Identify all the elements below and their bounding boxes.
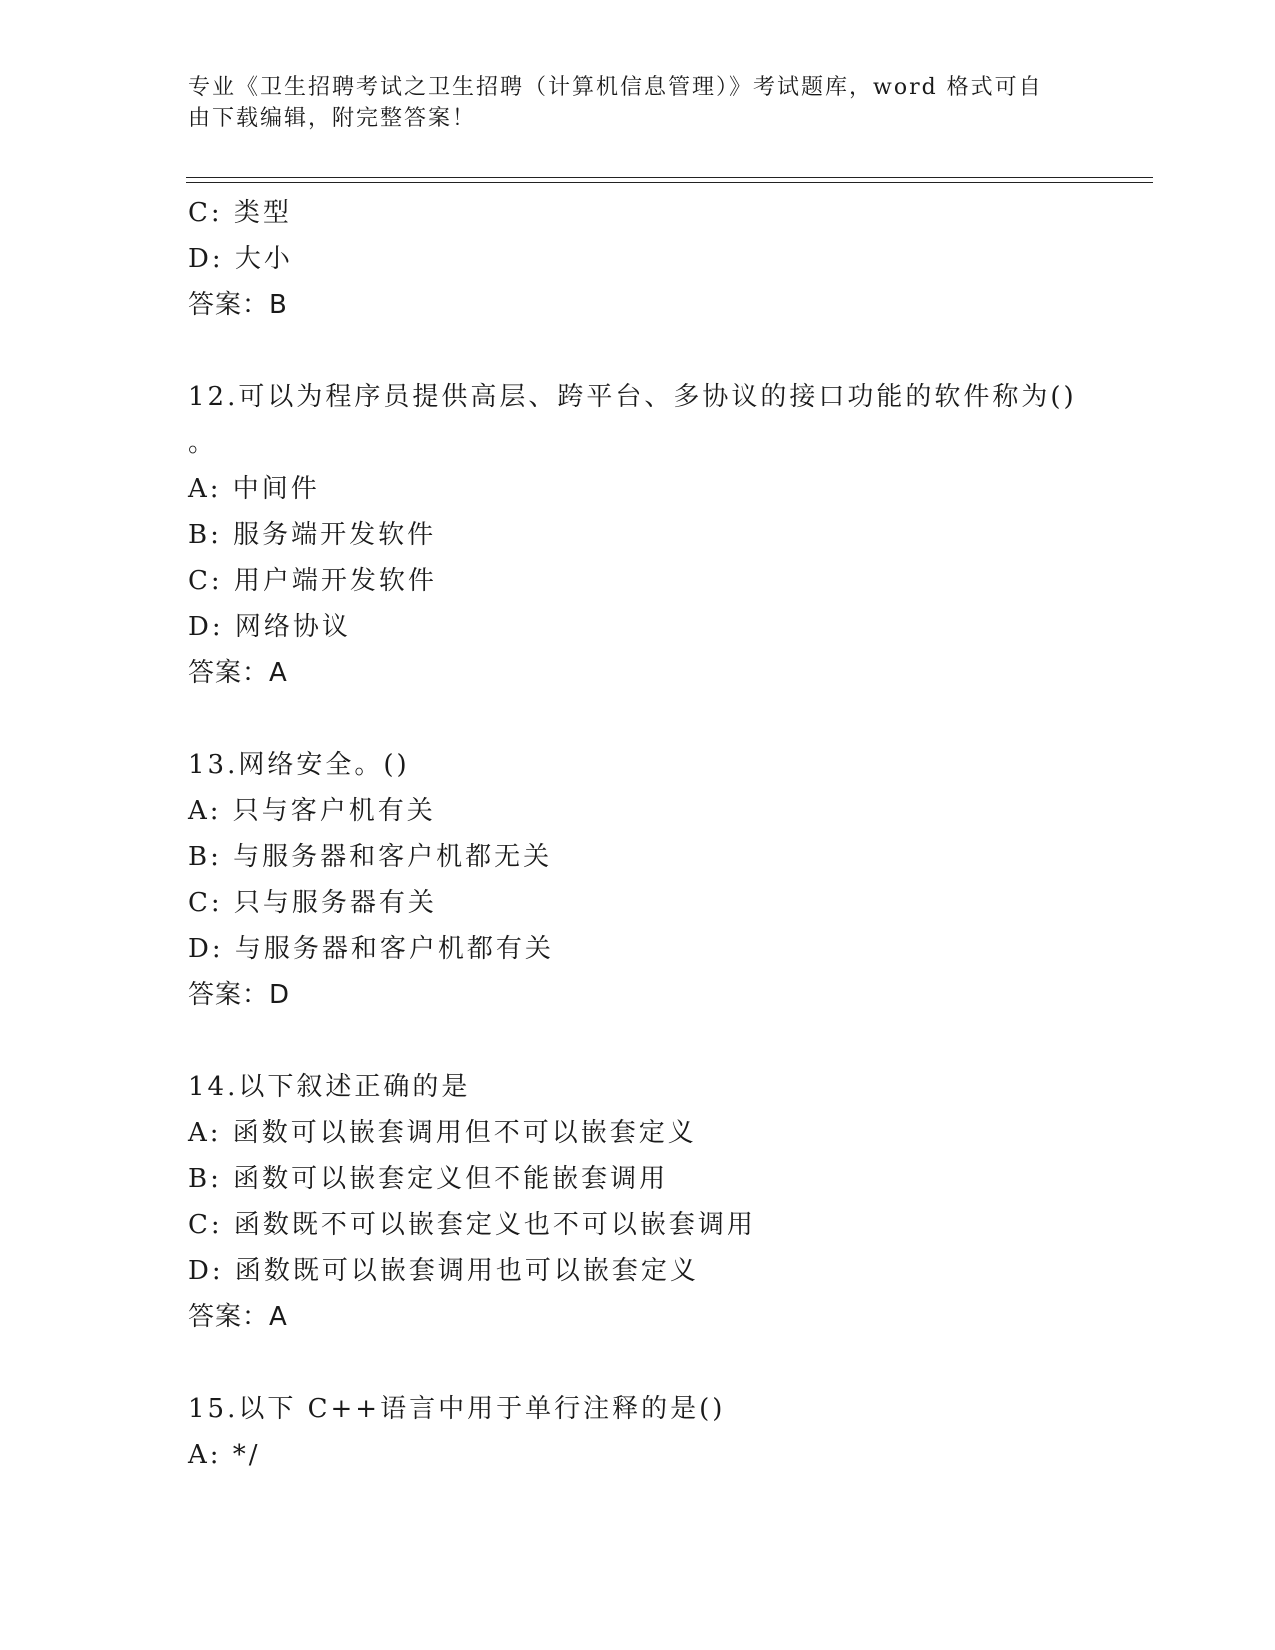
option-a: A: 中间件 — [188, 474, 320, 504]
option-d: D: 大小 — [188, 244, 293, 274]
question-stem: 15.以下 C++语言中用于单行注释的是() — [188, 1394, 726, 1424]
answer-line: 答案：A — [188, 658, 288, 688]
header-line-2: 由下载编辑，附完整答案！ — [188, 106, 477, 131]
header-line-1: 专业《卫生招聘考试之卫生招聘（计算机信息管理）》考试题库，word 格式可自 — [188, 75, 1043, 100]
question-stem: 14.以下叙述正确的是 — [188, 1072, 471, 1102]
question-13 — [188, 742, 1088, 1018]
answer-line: 答案：A — [188, 1302, 288, 1332]
question-14 — [188, 1064, 1088, 1340]
option-a: A: 只与客户机有关 — [188, 796, 436, 826]
option-c: C: 类型 — [188, 198, 292, 228]
question-stem: 12.可以为程序员提供高层、跨平台、多协议的接口功能的软件称为() — [188, 382, 1077, 412]
document-header — [188, 72, 1068, 134]
option-a: A: 函数可以嵌套调用但不可以嵌套定义 — [188, 1118, 697, 1148]
option-b: B: 函数可以嵌套定义但不能嵌套调用 — [188, 1164, 669, 1194]
option-d: D: 函数既可以嵌套调用也可以嵌套定义 — [188, 1256, 699, 1286]
question-12 — [188, 374, 1088, 696]
answer-line: 答案：D — [188, 980, 291, 1010]
option-c: C: 只与服务器有关 — [188, 888, 437, 918]
option-d: D: 网络协议 — [188, 612, 351, 642]
option-c: C: 函数既不可以嵌套定义也不可以嵌套调用 — [188, 1210, 756, 1240]
question-11-tail — [188, 190, 1088, 328]
option-c: C: 用户端开发软件 — [188, 566, 437, 596]
option-b: B: 服务端开发软件 — [188, 520, 437, 550]
option-b: B: 与服务器和客户机都无关 — [188, 842, 553, 872]
option-a: A: */ — [188, 1440, 261, 1470]
option-d: D: 与服务器和客户机都有关 — [188, 934, 554, 964]
question-15 — [188, 1386, 1088, 1478]
answer-line: 答案：B — [188, 290, 288, 320]
question-stem-continuation: 。 — [188, 428, 218, 458]
question-list — [188, 190, 1088, 1478]
question-stem: 13.网络安全。() — [188, 750, 410, 780]
header-rule-bottom — [186, 182, 1153, 183]
header-rule-top — [186, 177, 1153, 178]
